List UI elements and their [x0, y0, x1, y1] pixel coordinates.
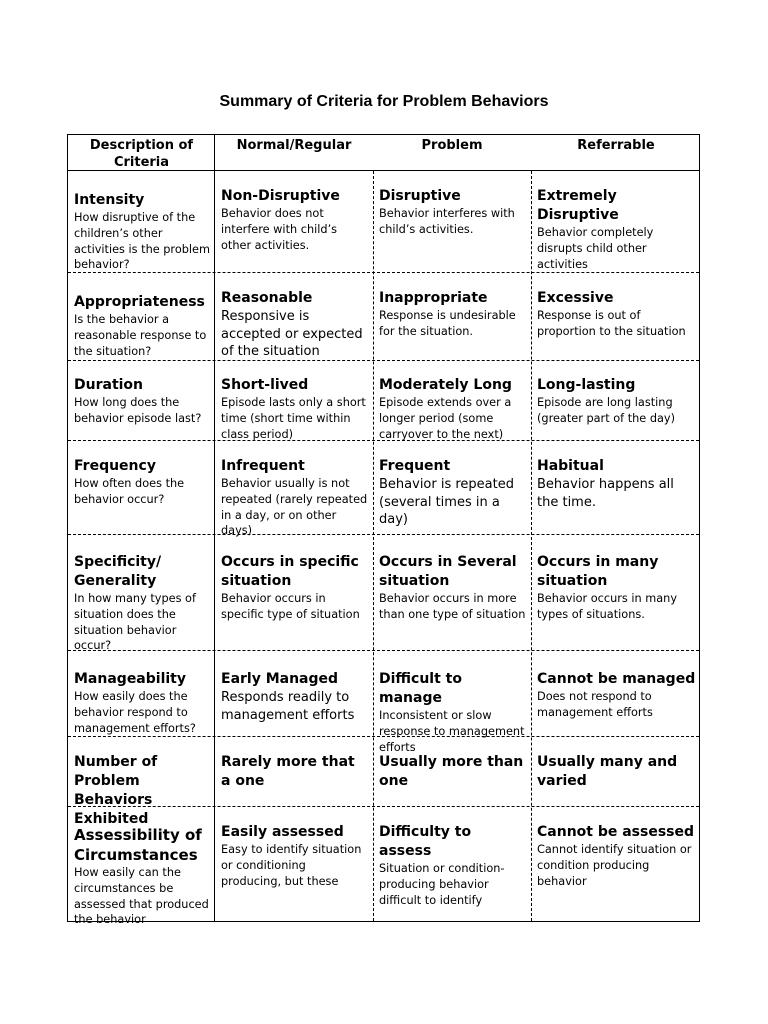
normal-head: Infrequent: [221, 458, 305, 474]
criterion-name: Intensity: [74, 192, 145, 208]
normal-desc: Responsive is accepted or expected of the situation: [221, 309, 363, 359]
problem-desc: Behavior is repeated (several times in a day): [379, 477, 514, 527]
referrable-head: Long-lasting: [537, 377, 636, 393]
referrable-head: Cannot be managed: [537, 671, 696, 687]
normal-desc: Behavior does not interfere with child’s other activities.: [221, 207, 338, 252]
problem-head: Disruptive: [379, 188, 461, 204]
criterion-name: Specificity/ Generality: [74, 554, 162, 589]
criteria-table: [67, 134, 700, 927]
referrable-desc: Response is out of proportion to the situation: [537, 309, 686, 338]
problem-head: Difficult to manage: [379, 671, 462, 706]
normal-head: Early Managed: [221, 671, 339, 687]
criterion-question: How often does the behavior occur?: [74, 477, 185, 506]
referrable-desc: Behavior completely disrupts child other activities: [537, 226, 654, 271]
problem-desc: Behavior occurs in more than one type of situation: [379, 592, 526, 621]
table-row: [68, 361, 699, 441]
referrable-desc: Cannot identify situation or condition producing behavior: [537, 843, 692, 888]
criterion-question: How easily does the behavior respond to management efforts?: [74, 690, 196, 735]
referrable-head: Occurs in many situation: [537, 554, 659, 589]
referrable-head: Habitual: [537, 458, 604, 474]
problem-desc: Situation or condition-producing behavior difficult to identify: [379, 862, 505, 907]
problem-head: Inappropriate: [379, 290, 488, 306]
problem-head: Difficulty to assess: [379, 824, 472, 859]
table-row: [68, 807, 699, 927]
normal-head: Short-lived: [221, 377, 309, 393]
problem-desc: Behavior interferes with child’s activities.: [379, 207, 515, 236]
referrable-desc: Behavior occurs in many types of situations.: [537, 592, 678, 621]
criterion-question: In how many types of situation does the situation behavior occur?: [74, 592, 196, 653]
normal-desc: Episode lasts only a short time (short time within class period): [221, 396, 366, 441]
table-row: [68, 535, 699, 651]
problem-head: Occurs in Several situation: [379, 554, 517, 589]
criterion-question: How long does the behavior episode last?: [74, 396, 202, 425]
normal-desc: Behavior usually is not repeated (rarely repeated in a day, or on other days): [221, 477, 368, 538]
header-referrable: Referrable: [577, 138, 655, 153]
criterion-name: Frequency: [74, 458, 156, 474]
table-row: [68, 737, 699, 827]
table-row: [68, 651, 699, 754]
problem-desc: Inconsistent or slow response to management efforts: [379, 709, 525, 754]
referrable-head: Extremely Disruptive: [537, 188, 619, 223]
criterion-name: Duration: [74, 377, 144, 393]
problem-head: Usually more than one: [379, 754, 524, 789]
normal-desc: Responds readily to management efforts: [221, 690, 355, 723]
referrable-desc: Behavior happens all the time.: [537, 477, 674, 510]
criterion-name: Appropriateness: [74, 294, 205, 310]
referrable-desc: Does not respond to management efforts: [537, 690, 653, 719]
table-row: [68, 171, 699, 273]
table-row: [68, 441, 699, 538]
referrable-desc: Episode are long lasting (greater part of the day): [537, 396, 676, 425]
criterion-name: Manageability: [74, 671, 186, 687]
criterion-question: How disruptive of the children’s other activities is the problem behavior?: [74, 211, 211, 272]
normal-head: Non-Disruptive: [221, 188, 340, 204]
referrable-head: Usually many and varied: [537, 754, 678, 789]
problem-desc: Episode extends over a longer period (some carryover to the next): [379, 396, 512, 441]
normal-desc: Behavior occurs in specific type of situation: [221, 592, 360, 621]
table-row: [68, 273, 699, 361]
criterion-question: Is the behavior a reasonable response to the situation?: [74, 313, 207, 358]
page-title: Summary of Criteria for Problem Behaviors: [219, 93, 549, 110]
normal-head: Occurs in specific situation: [221, 554, 359, 589]
problem-head: Frequent: [379, 458, 451, 474]
normal-head: Reasonable: [221, 290, 313, 306]
problem-head: Moderately Long: [379, 377, 512, 393]
referrable-head: Cannot be assessed: [537, 824, 695, 840]
table-header: [68, 135, 699, 171]
header-description: Description of Criteria: [89, 138, 194, 170]
header-normal: Normal/Regular: [236, 138, 352, 153]
normal-head: Easily assessed: [221, 824, 344, 840]
criterion-question: How easily can the circumstances be assessed that produced the behavior: [74, 866, 209, 927]
problem-desc: Response is undesirable for the situation.: [379, 309, 516, 338]
criterion-name: Assessibility of Circumstances: [74, 826, 202, 864]
referrable-head: Excessive: [537, 290, 614, 306]
criterion-name: Number of Problem Behaviors Exhibited: [74, 754, 158, 827]
header-problem: Problem: [421, 138, 483, 153]
normal-desc: Easy to identify situation or conditioning producing, but these: [221, 843, 362, 888]
normal-head: Rarely more that a one: [221, 754, 355, 789]
